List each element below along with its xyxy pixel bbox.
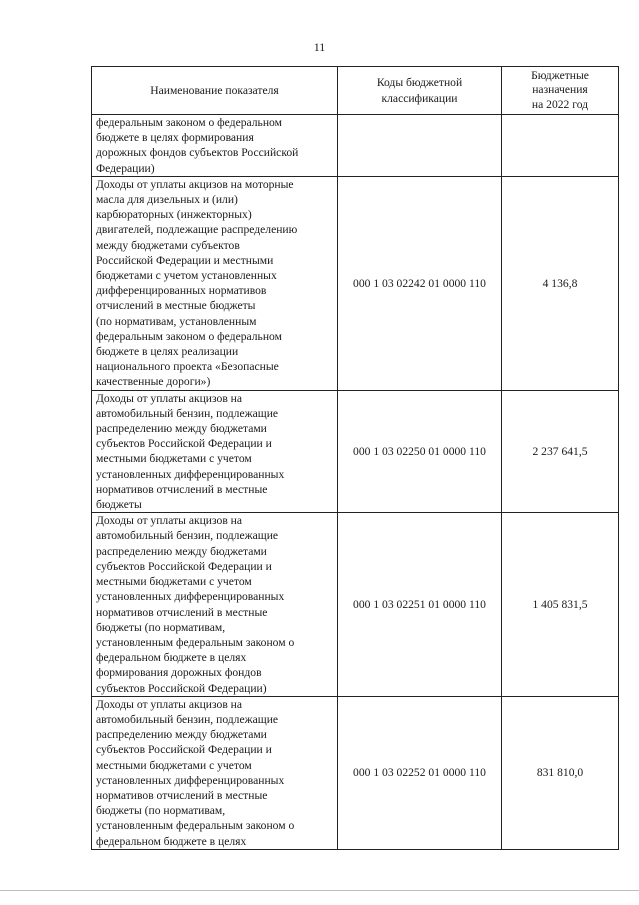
row-budget-code: 000 1 03 02252 01 0000 110 [338, 696, 502, 849]
table-row [92, 390, 619, 513]
header-budget-codes: Коды бюджетной классификации [338, 67, 502, 115]
row-budget-value: 1 405 831,5 [502, 513, 619, 696]
table-header-row [92, 67, 619, 115]
page-number: 11 [313, 40, 326, 54]
row-budget-code: 000 1 03 02242 01 0000 110 [338, 176, 502, 390]
table-row [92, 513, 619, 696]
row-indicator-name: Доходы от уплаты акцизов на автомобильный бензин, подлежащие распределению между бюджетами субъектов Российской Федерации и местными бюджетами с учетом установленных дифференцированных нормативов отчислений в местные бюджеты (по нормативам, установленным федеральным законом о федеральном бюджете в целях формирования дорожных фондов субъектов Российской Федерации) [92, 513, 338, 696]
row-budget-code [338, 115, 502, 177]
row-indicator-name: федеральным законом о федеральном бюджете в целях формирования дорожных фондов субъектов Российской Федерации) [92, 115, 338, 177]
table-row [92, 115, 619, 177]
page-bottom-edge [0, 890, 639, 891]
row-budget-value [502, 115, 619, 177]
row-indicator-name: Доходы от уплаты акцизов на автомобильный бензин, подлежащие распределению между бюджетами субъектов Российской Федерации и местными бюджетами с учетом установленных дифференцированных нормативов отчислений в местные бюджеты (по нормативам, установленным федеральным законом о федеральном бюджете в целях [92, 696, 338, 849]
budget-table [91, 66, 619, 850]
table-row [92, 176, 619, 390]
row-budget-code: 000 1 03 02250 01 0000 110 [338, 390, 502, 513]
row-budget-value: 831 810,0 [502, 696, 619, 849]
row-indicator-name: Доходы от уплаты акцизов на моторные масла для дизельных и (или) карбюраторных (инжекторных) двигателей, подлежащие распределению между бюджетами субъектов Российской Федерации и местными бюджетами с учетом установленных дифференцированных нормативов отчислений в местные бюджеты (по нормативам, установленным федеральным законом о федеральном бюджете в целях реализации национального проекта «Безопасные качественные дороги») [92, 176, 338, 390]
header-budget-allocations: Бюджетные назначения на 2022 год [502, 67, 619, 115]
row-budget-value: 4 136,8 [502, 176, 619, 390]
row-budget-code: 000 1 03 02251 01 0000 110 [338, 513, 502, 696]
row-indicator-name: Доходы от уплаты акцизов на автомобильный бензин, подлежащие распределению между бюджетами субъектов Российской Федерации и местными бюджетами с учетом установленных дифференцированных нормативов отчислений в местные бюджеты [92, 390, 338, 513]
row-budget-value: 2 237 641,5 [502, 390, 619, 513]
header-indicator-name: Наименование показателя [92, 67, 338, 115]
table-row [92, 696, 619, 849]
